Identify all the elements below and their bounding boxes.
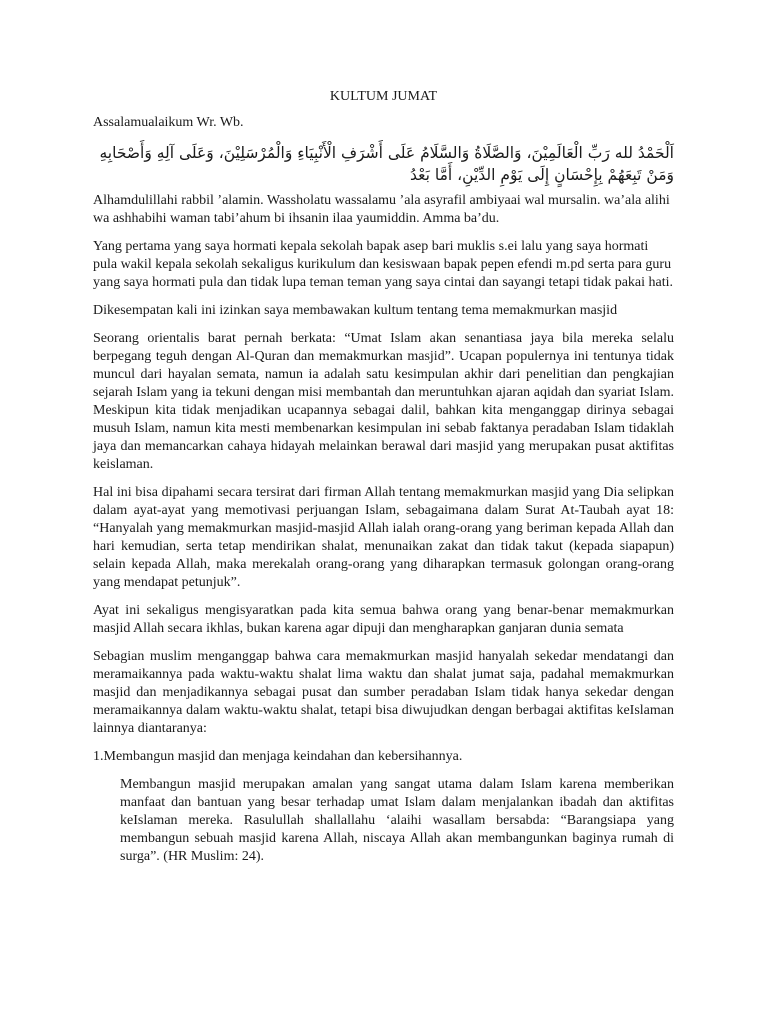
- document-title: KULTUM JUMAT: [329, 89, 438, 104]
- paragraph-membangun-masjid: Membangun masjid merupakan amalan yang sangat utama dalam Islam karena memberikan manfaat dan bantuan yang besar terhadap umat Islam dalam menjalankan ibadah dan aktifitas keIslaman mereka. Rasulullah shallallahu ‘alaihi wasallam bersabda: “Barangsiapa yang membangun sebuah masjid karena Allah, niscaya Allah akan membangunkan baginya rumah di surga”. (HR Muslim: 24).: [120, 777, 674, 864]
- paragraph-greetings: Yang pertama yang saya hormati kepala sekolah bapak asep bari muklis s.ei lalu yang saya hormati pula wakil kepala sekolah sekaligus kurikulum dan kesiswaan bapak pepen efendi m.pd serta para guru yang saya hormati pula dan tidak lupa teman teman yang saya cintai dan sayangi tetapi tidak pakai hati.: [93, 239, 674, 290]
- arabic-line-2: وَمَنْ تَبِعَهُمْ بِإِحْسَانٍ إِلَى يَوْمِ الدِّيْنِ، أَمَّا بَعْدُ: [410, 166, 674, 184]
- paragraph-opening-transliteration: Alhamdulillahi rabbil ’alamin. Wassholatu wassalamu ’ala asyrafil ambiyaai wal mursalin. wa’ala alihi wa ashhabihi waman tabi’ahum bi ihsanin ilaa yaumiddin. Amma ba’du.: [93, 193, 670, 226]
- list-item-1: 1.Membangun masjid dan menjaga keindahan dan kebersihannya.: [93, 749, 463, 764]
- arabic-opening: [93, 142, 674, 186]
- paragraph-ayat: Ayat ini sekaligus mengisyaratkan pada kita semua bahwa orang yang benar-benar memakmurkan masjid Allah secara ikhlas, bukan karena agar dipuji dan mengharapkan ganjaran dunia semata: [93, 603, 674, 636]
- paragraph-orientalis: Seorang orientalis barat pernah berkata: “Umat Islam akan senantiasa jaya bila mereka selalu berpegang teguh dengan Al-Quran dan memakmurkan masjid”. Ucapan populernya ini tentunya tidak muncul dari hayalan semata, namun ia adalah satu kesimpulan akhir dari penelitian dan pengkajian sejarah Islam yang ia tekuni dengan misi membantah dan meruntuhkan ajaran aqidah dan syariat Islam. Meskipun kita tidak menjadikan ucapannya sebagai dalil, bahkan kita menganggap dirinya sebagai musuh Islam, namun kita mesti membenarkan kesimpulan ini sebab faktanya peradaban Islam tidaklah jaya dan memancarkan cahaya hidayah melainkan berawal dari masjid yang merupakan pusat aktifitas keislaman.: [93, 331, 674, 472]
- paragraph-at-taubah: Hal ini bisa dipahami secara tersirat dari firman Allah tentang memakmurkan masjid yang Dia selipkan dalam ayat-ayat yang memotivasi perjuangan Islam, sebagaimana dalam Surat At-Taubah ayat 18: “Hanyalah yang memakmurkan masjid-masjid Allah ialah orang-orang yang beriman kepada Allah dan hari kemudian, serta tetap mendirikan shalat, menunaikan zakat dan tidak takut (kepada siapapun) selain kepada Allah, maka merekalah orang-orang yang diharapkan termasuk golongan orang-orang yang mendapat petunjuk”.: [93, 485, 674, 590]
- arabic-line-1: اَلْحَمْدُ لله رَبِّ الْعَالَمِيْنَ، وَالصَّلَاةُ وَالسَّلَامُ عَلَى أَشْرَفِ الْأَنْبِيَاءِ وَالْمُرْسَلِيْنَ، وَعَلَى آلِهِ وَأَصْحَابِهِ: [99, 144, 674, 162]
- greeting: Assalamualaikum Wr. Wb.: [93, 115, 244, 130]
- paragraph-sebagian-muslim: Sebagian muslim menganggap bahwa cara memakmurkan masjid hanyalah sekedar mendatangi dan meramaikannya pada waktu-waktu shalat lima waktu dan shalat jumat saja, padahal memakmurkan masjid dan menjadikannya sebagai pusat dan sumber peradaban Islam tidak hanya sekedar dengan meramaikannya dalam waktu-waktu shalat, tetapi bisa diwujudkan dengan berbagai aktifitas keIslaman lainnya diantaranya:: [93, 649, 674, 736]
- paragraph-topic: Dikesempatan kali ini izinkan saya membawakan kultum tentang tema memakmurkan masjid: [93, 303, 618, 318]
